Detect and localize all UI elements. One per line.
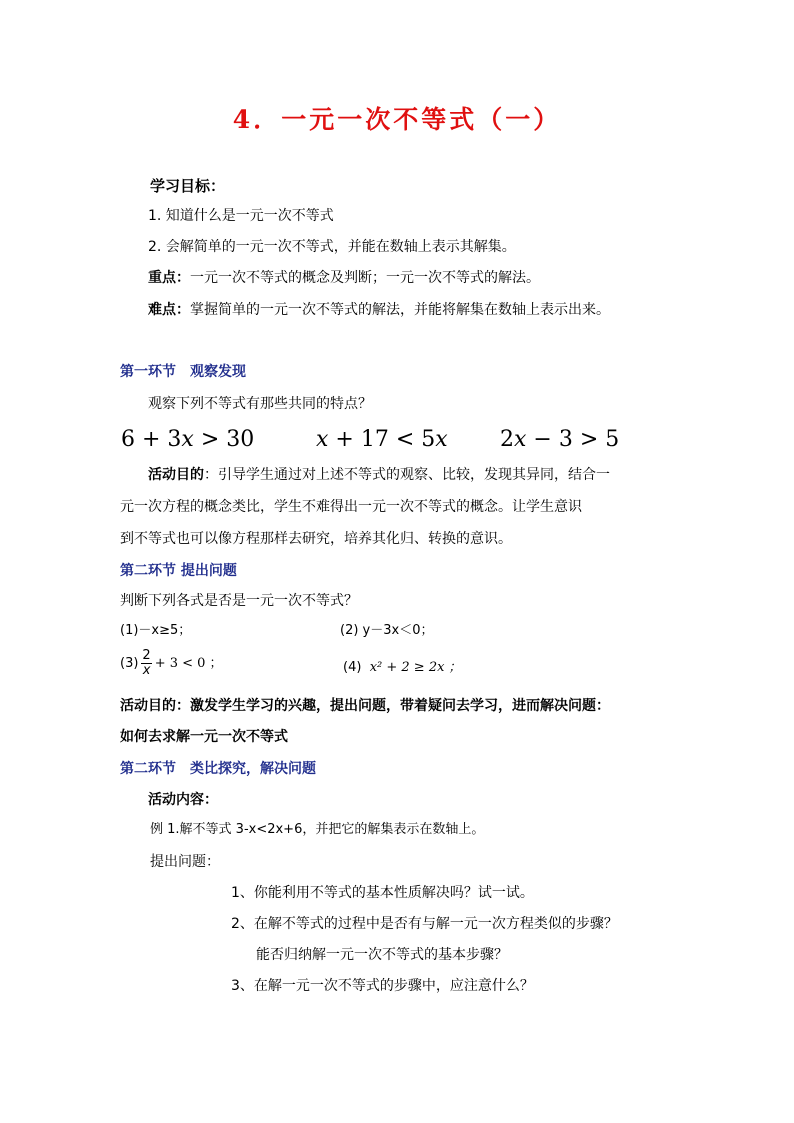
section2-prompt: 判断下列各式是否是一元一次不等式？ [120, 593, 358, 609]
section1-purpose-line-3: 到不等式也可以像方程那样去研究，培养其化归、转换的意识。 [120, 531, 512, 547]
inequality-3: 2x − 3 > 5 [500, 427, 620, 452]
section1-purpose-line-1: 活动目的：引导学生通过对上述不等式的观察、比较，发现其异同，结合一 [148, 467, 610, 483]
section3-heading: 第二环节 类比探究，解决问题 [120, 761, 316, 777]
question-2-line-1: 2、在解不等式的过程中是否有与解一元一次方程类似的步骤？ [231, 916, 618, 932]
question-1: 1、你能利用不等式的基本性质解决吗？试一试。 [231, 885, 534, 901]
section2-purpose-line-1: 活动目的：激发学生学习的兴趣，提出问题，带着疑问去学习，进而解决问题： [120, 698, 610, 714]
key-point-text: 一元一次不等式的概念及判断；一元一次不等式的解法。 [190, 270, 540, 286]
section2-purpose-line-2: 如何去求解一元一次不等式 [120, 729, 288, 745]
objective-item-2: 2. 会解简单的一元一次不等式，并能在数轴上表示其解集。 [148, 239, 516, 255]
section1-heading: 第一环节 观察发现 [120, 364, 246, 380]
question-item-4: (4) x² + 2 ≥ 2x ； [343, 660, 462, 675]
objectives-heading: 学习目标： [150, 177, 226, 195]
difficult-point [148, 300, 610, 320]
section1-prompt: 观察下列不等式有那些共同的特点？ [148, 396, 372, 412]
question-item-2: (2) y－3x＜0； [340, 623, 434, 638]
difficult-point-label: 难点： [148, 302, 190, 318]
inequality-1: 6 + 3x > 30 [121, 427, 255, 452]
questions-label: 提出问题： [150, 854, 220, 870]
inequality-2: x + 17 < 5x [316, 427, 448, 452]
fraction: $\frac{2}{x}$ [142, 648, 151, 678]
activity-content-label: 活动内容： [148, 792, 218, 808]
question-item-1: (1)－x≥5； [120, 623, 192, 638]
key-point [148, 268, 540, 288]
question-3: 3、在解一元一次不等式的步骤中，应注意什么？ [231, 978, 534, 994]
key-point-label: 重点： [148, 270, 190, 286]
section1-purpose-line-2: 元一次方程的概念类比，学生不难得出一元一次不等式的概念。让学生意识 [120, 499, 582, 515]
objective-item-1: 1. 知道什么是一元一次不等式 [148, 208, 334, 224]
example-1: 例 1.解不等式 3-x<2x+6，并把它的解集表示在数轴上。 [150, 822, 485, 837]
page-title: 4．一元一次不等式（一） [232, 105, 562, 134]
question-item-3: (3) $\frac{2}{x}$ + 3 < 0 ； [120, 648, 223, 678]
question-2-line-2: 能否归纳解一元一次不等式的基本步骤？ [256, 947, 508, 963]
difficult-point-text: 掌握简单的一元一次不等式的解法，并能将解集在数轴上表示出来。 [190, 302, 610, 318]
section2-heading: 第二环节 提出问题 [120, 563, 237, 579]
section1-purpose-label: 活动目的 [148, 467, 204, 483]
